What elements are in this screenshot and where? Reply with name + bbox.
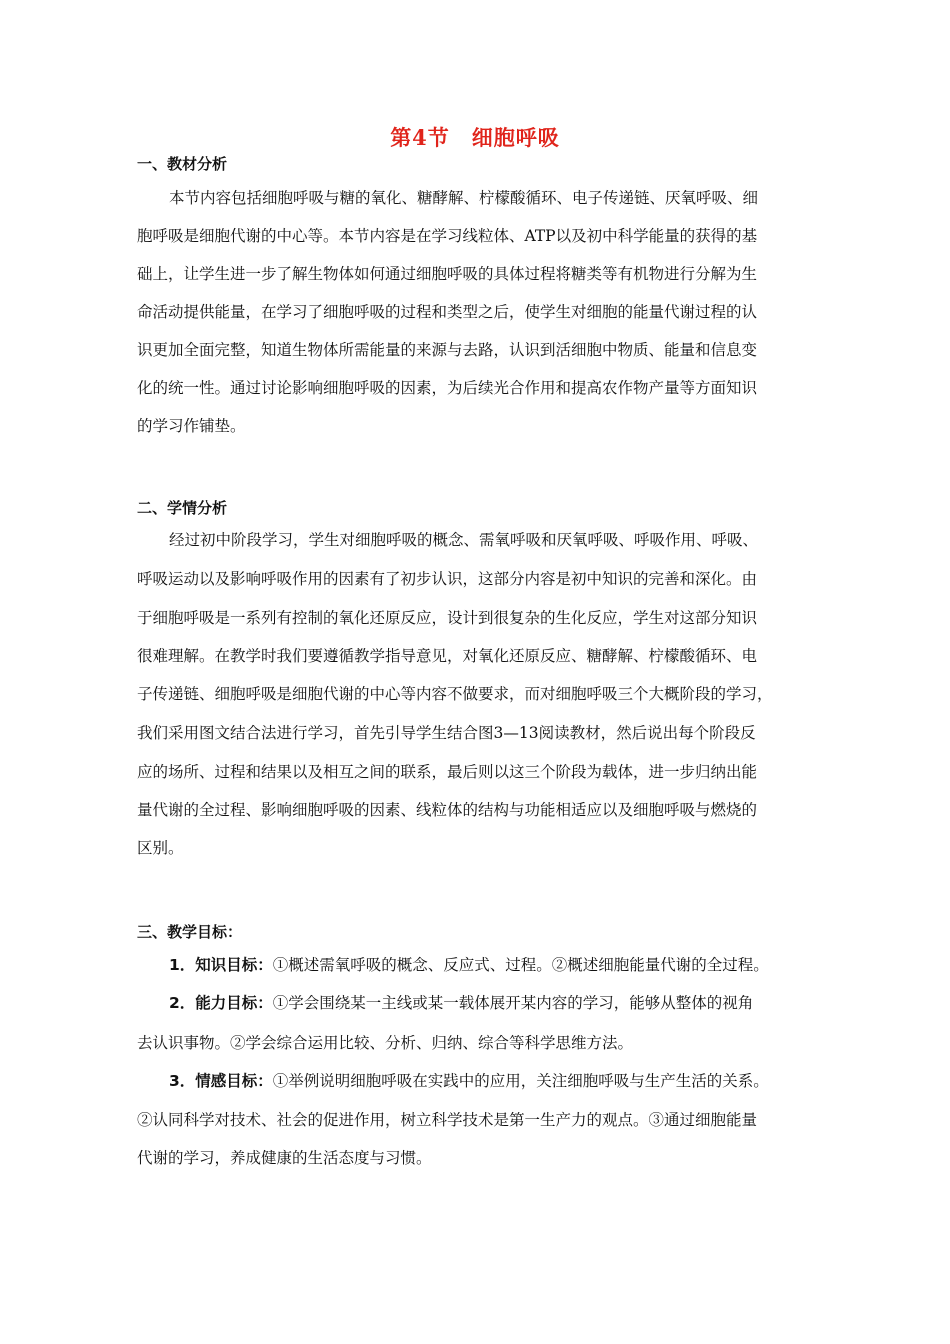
goal-knowledge	[169, 955, 769, 975]
paragraph-line: 去认识事物。②学会综合运用比较、分析、归纳、综合等科学思维方法。	[137, 1034, 634, 1052]
section-heading-textbook-analysis: 一、教材分析	[137, 155, 228, 173]
goal-label: 2．能力目标：	[169, 994, 273, 1012]
paragraph-line: 础上，让学生进一步了解生物体如何通过细胞呼吸的具体过程将糖类等有机物进行分解为生	[137, 265, 758, 283]
paragraph-line: 很难理解。在教学时我们要遵循教学指导意见，对氧化还原反应、糖酵解、柠檬酸循环、电	[137, 647, 758, 665]
paragraph-line: 我们采用图文结合法进行学习，首先引导学生结合图3—13阅读教材，然后说出每个阶段反	[137, 724, 756, 742]
goal-label: 1．知识目标：	[169, 956, 273, 974]
paragraph-line: 代谢的学习，养成健康的生活态度与习惯。	[137, 1149, 432, 1167]
paragraph-line: 经过初中阶段学习，学生对细胞呼吸的概念、需氧呼吸和厌氧呼吸、呼吸作用、呼吸、	[169, 531, 759, 549]
page-title: 第4节 细胞呼吸	[390, 125, 560, 150]
paragraph-line: 于细胞呼吸是一系列有控制的氧化还原反应，设计到很复杂的生化反应，学生对这部分知识	[137, 609, 758, 627]
goal-ability	[169, 993, 753, 1013]
goal-label: 3．情感目标：	[169, 1072, 273, 1090]
paragraph-line: 胞呼吸是细胞代谢的中心等。本节内容是在学习线粒体、ATP以及初中科学能量的获得的基	[137, 227, 758, 245]
paragraph-line: 化的统一性。通过讨论影响细胞呼吸的因素，为后续光合作用和提高农作物产量等方面知识	[137, 379, 758, 397]
paragraph-line: 子传递链、细胞呼吸是细胞代谢的中心等内容不做要求，而对细胞呼吸三个大概阶段的学习，	[137, 685, 773, 703]
paragraph-line: 呼吸运动以及影响呼吸作用的因素有了初步认识，这部分内容是初中知识的完善和深化。由	[137, 570, 758, 588]
paragraph-line: 量代谢的全过程、影响细胞呼吸的因素、线粒体的结构与功能相适应以及细胞呼吸与燃烧的	[137, 801, 758, 819]
paragraph-line: 本节内容包括细胞呼吸与糖的氧化、糖酵解、柠檬酸循环、电子传递链、厌氧呼吸、细	[169, 189, 759, 207]
goal-emotion	[169, 1071, 769, 1091]
paragraph-line: 识更加全面完整，知道生物体所需能量的来源与去路，认识到活细胞中物质、能量和信息变	[137, 341, 758, 359]
paragraph-line: 区别。	[137, 839, 184, 857]
paragraph-line: ②认同科学对技术、社会的促进作用，树立科学技术是第一生产力的观点。③通过细胞能量	[137, 1111, 758, 1129]
section-heading-student-analysis: 二、学情分析	[137, 499, 228, 517]
section-heading-teaching-goals: 三、教学目标：	[137, 923, 243, 941]
goal-text: ①举例说明细胞呼吸在实践中的应用，关注细胞呼吸与生产生活的关系。	[272, 1072, 769, 1090]
goal-text: ①概述需氧呼吸的概念、反应式、过程。②概述细胞能量代谢的全过程。	[272, 956, 769, 974]
paragraph-line: 应的场所、过程和结果以及相互之间的联系，最后则以这三个阶段为载体，进一步归纳出能	[137, 763, 758, 781]
paragraph-line: 的学习作铺垫。	[137, 417, 246, 435]
goal-text: ①学会围绕某一主线或某一载体展开某内容的学习，能够从整体的视角	[272, 994, 754, 1012]
paragraph-line: 命活动提供能量，在学习了细胞呼吸的过程和类型之后，使学生对细胞的能量代谢过程的认	[137, 303, 758, 321]
